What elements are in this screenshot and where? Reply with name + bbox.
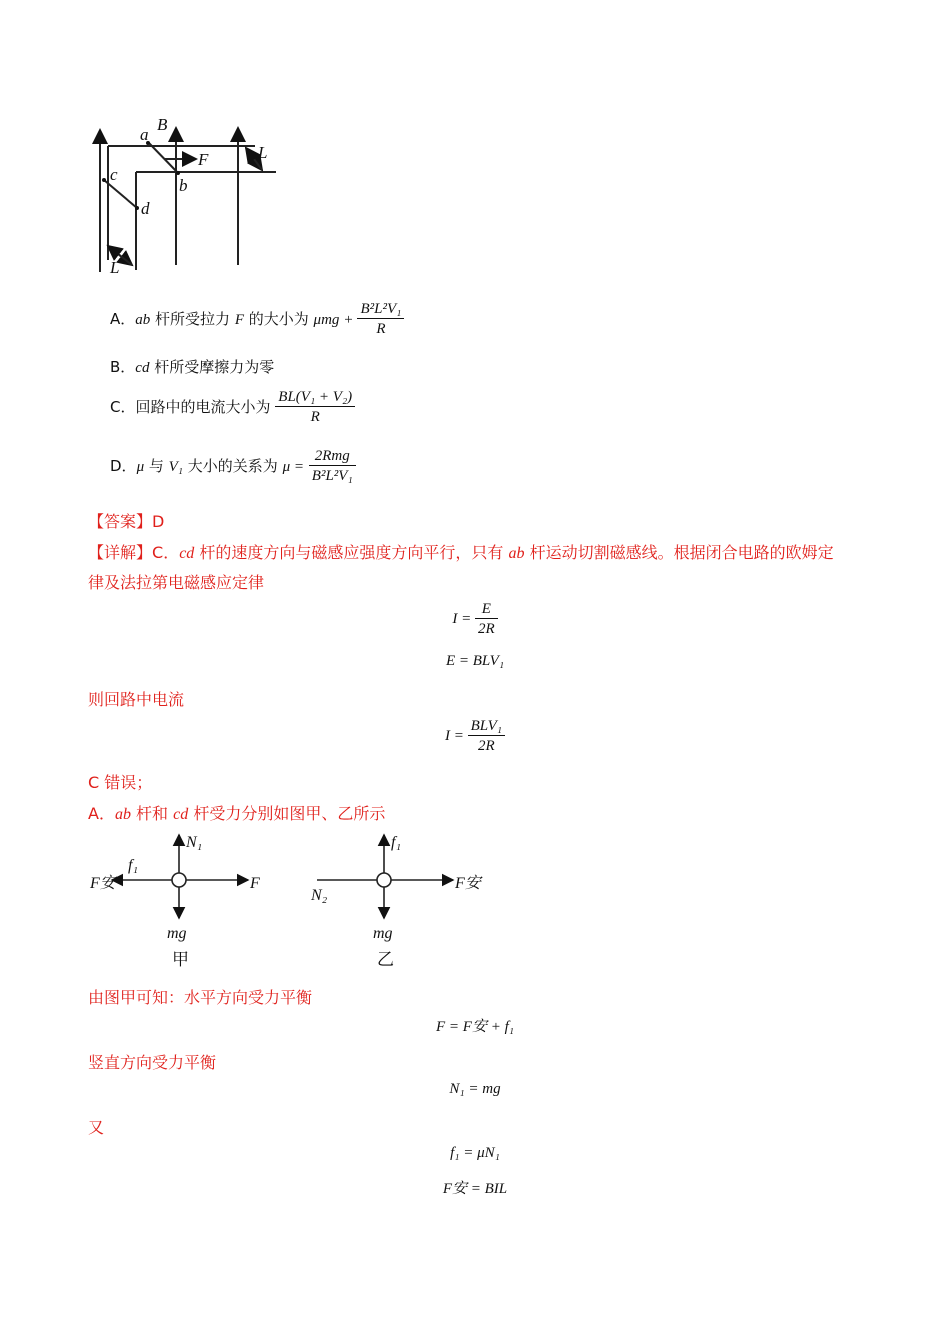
option-a[interactable]: A．ab 杆所受拉力 F 的大小为 μmg + $\frac{\text{B²L²V₁}}{R}$ xyxy=(110,300,404,339)
answer-value: D xyxy=(152,512,165,531)
detail-line-6: 由图甲可知：水平方向受力平衡 xyxy=(88,988,313,1007)
detail-line-4: C 错误； xyxy=(88,773,153,792)
label-a: a xyxy=(140,125,149,144)
answer-line xyxy=(88,509,164,532)
jia-f: f₁ xyxy=(128,857,139,874)
yi-f: f₁ xyxy=(391,834,402,851)
option-b[interactable]: B．cd 杆所受摩擦力为零 xyxy=(110,358,275,376)
answer-label: 【答案】 xyxy=(88,512,153,531)
force-diagram-yi xyxy=(305,830,495,975)
detail-label: 【详解】 xyxy=(88,543,153,562)
yi-mg: mg xyxy=(373,925,393,942)
equation-i-blv-2r: I = $\frac{\text{BLV₁}}{2R}$ xyxy=(0,717,950,756)
jia-mg: mg xyxy=(167,925,187,942)
equation-f1-mun1: f₁ = μN₁ xyxy=(450,1145,500,1161)
label-L-right: L xyxy=(258,143,268,162)
label-F: F xyxy=(198,150,209,169)
detail-line-8: 又 xyxy=(88,1118,105,1137)
detail-line-7: 竖直方向受力平衡 xyxy=(88,1053,217,1072)
equation-i-e-2r: I = $\frac{E}{2R}$ xyxy=(0,600,950,639)
label-d: d xyxy=(141,199,150,218)
label-b: b xyxy=(179,176,188,195)
force-diagram-jia xyxy=(86,830,276,975)
yi-N: N₂ xyxy=(311,887,328,904)
option-a-fraction: $\frac{\text{B²L²V₁}}{R}$ xyxy=(357,300,404,339)
rails-diagram xyxy=(80,110,300,285)
yi-F-an: F安 xyxy=(455,875,481,892)
equation-fan-bil: F安 = BIL xyxy=(442,1181,508,1197)
equation-n1-mg: N₁ = mg xyxy=(449,1081,501,1097)
jia-caption: 甲 xyxy=(172,950,189,970)
option-d-fraction: $\frac{\text{2Rmg}}{\text{B²L²V₁}}$ xyxy=(309,447,356,486)
jia-F-an: F安 xyxy=(90,875,116,892)
label-B: B xyxy=(157,115,168,134)
option-a-mumg: μmg xyxy=(313,312,340,328)
detail-line-5: A．ab 杆和 cd 杆受力分别如图甲、乙所示 xyxy=(88,804,386,823)
jia-N: N₁ xyxy=(186,834,203,851)
yi-caption: 乙 xyxy=(377,950,394,970)
detail-line-3: 则回路中电流 xyxy=(88,690,185,709)
detail-line-2: 律及法拉第电磁感应定律 xyxy=(88,573,265,592)
equation-f-balance: F = F安 + f₁ xyxy=(436,1019,514,1035)
label-L-left: L xyxy=(110,258,120,277)
option-d[interactable]: D．μ 与 V₁ 大小的关系为 μ = $\frac{\text{2Rmg}}{\text{B²L²V₁}}$ xyxy=(110,447,356,486)
option-c-fraction: $\frac{\text{BL(V₁ + V₂)}}{R}$ xyxy=(275,388,355,427)
label-c: c xyxy=(110,165,118,184)
equation-e-blv: E = BLV₁ xyxy=(445,653,505,669)
jia-F: F xyxy=(250,875,260,892)
detail-line-1: 【详解】C．cd 杆的速度方向与磁感应强度方向平行，只有 ab 杆运动切割磁感线。根据闭合电路的欧姆定 xyxy=(88,543,834,562)
option-c[interactable]: C．回路中的电流大小为 $\frac{\text{BL(V₁ + V₂)}}{R}$ xyxy=(110,388,355,427)
